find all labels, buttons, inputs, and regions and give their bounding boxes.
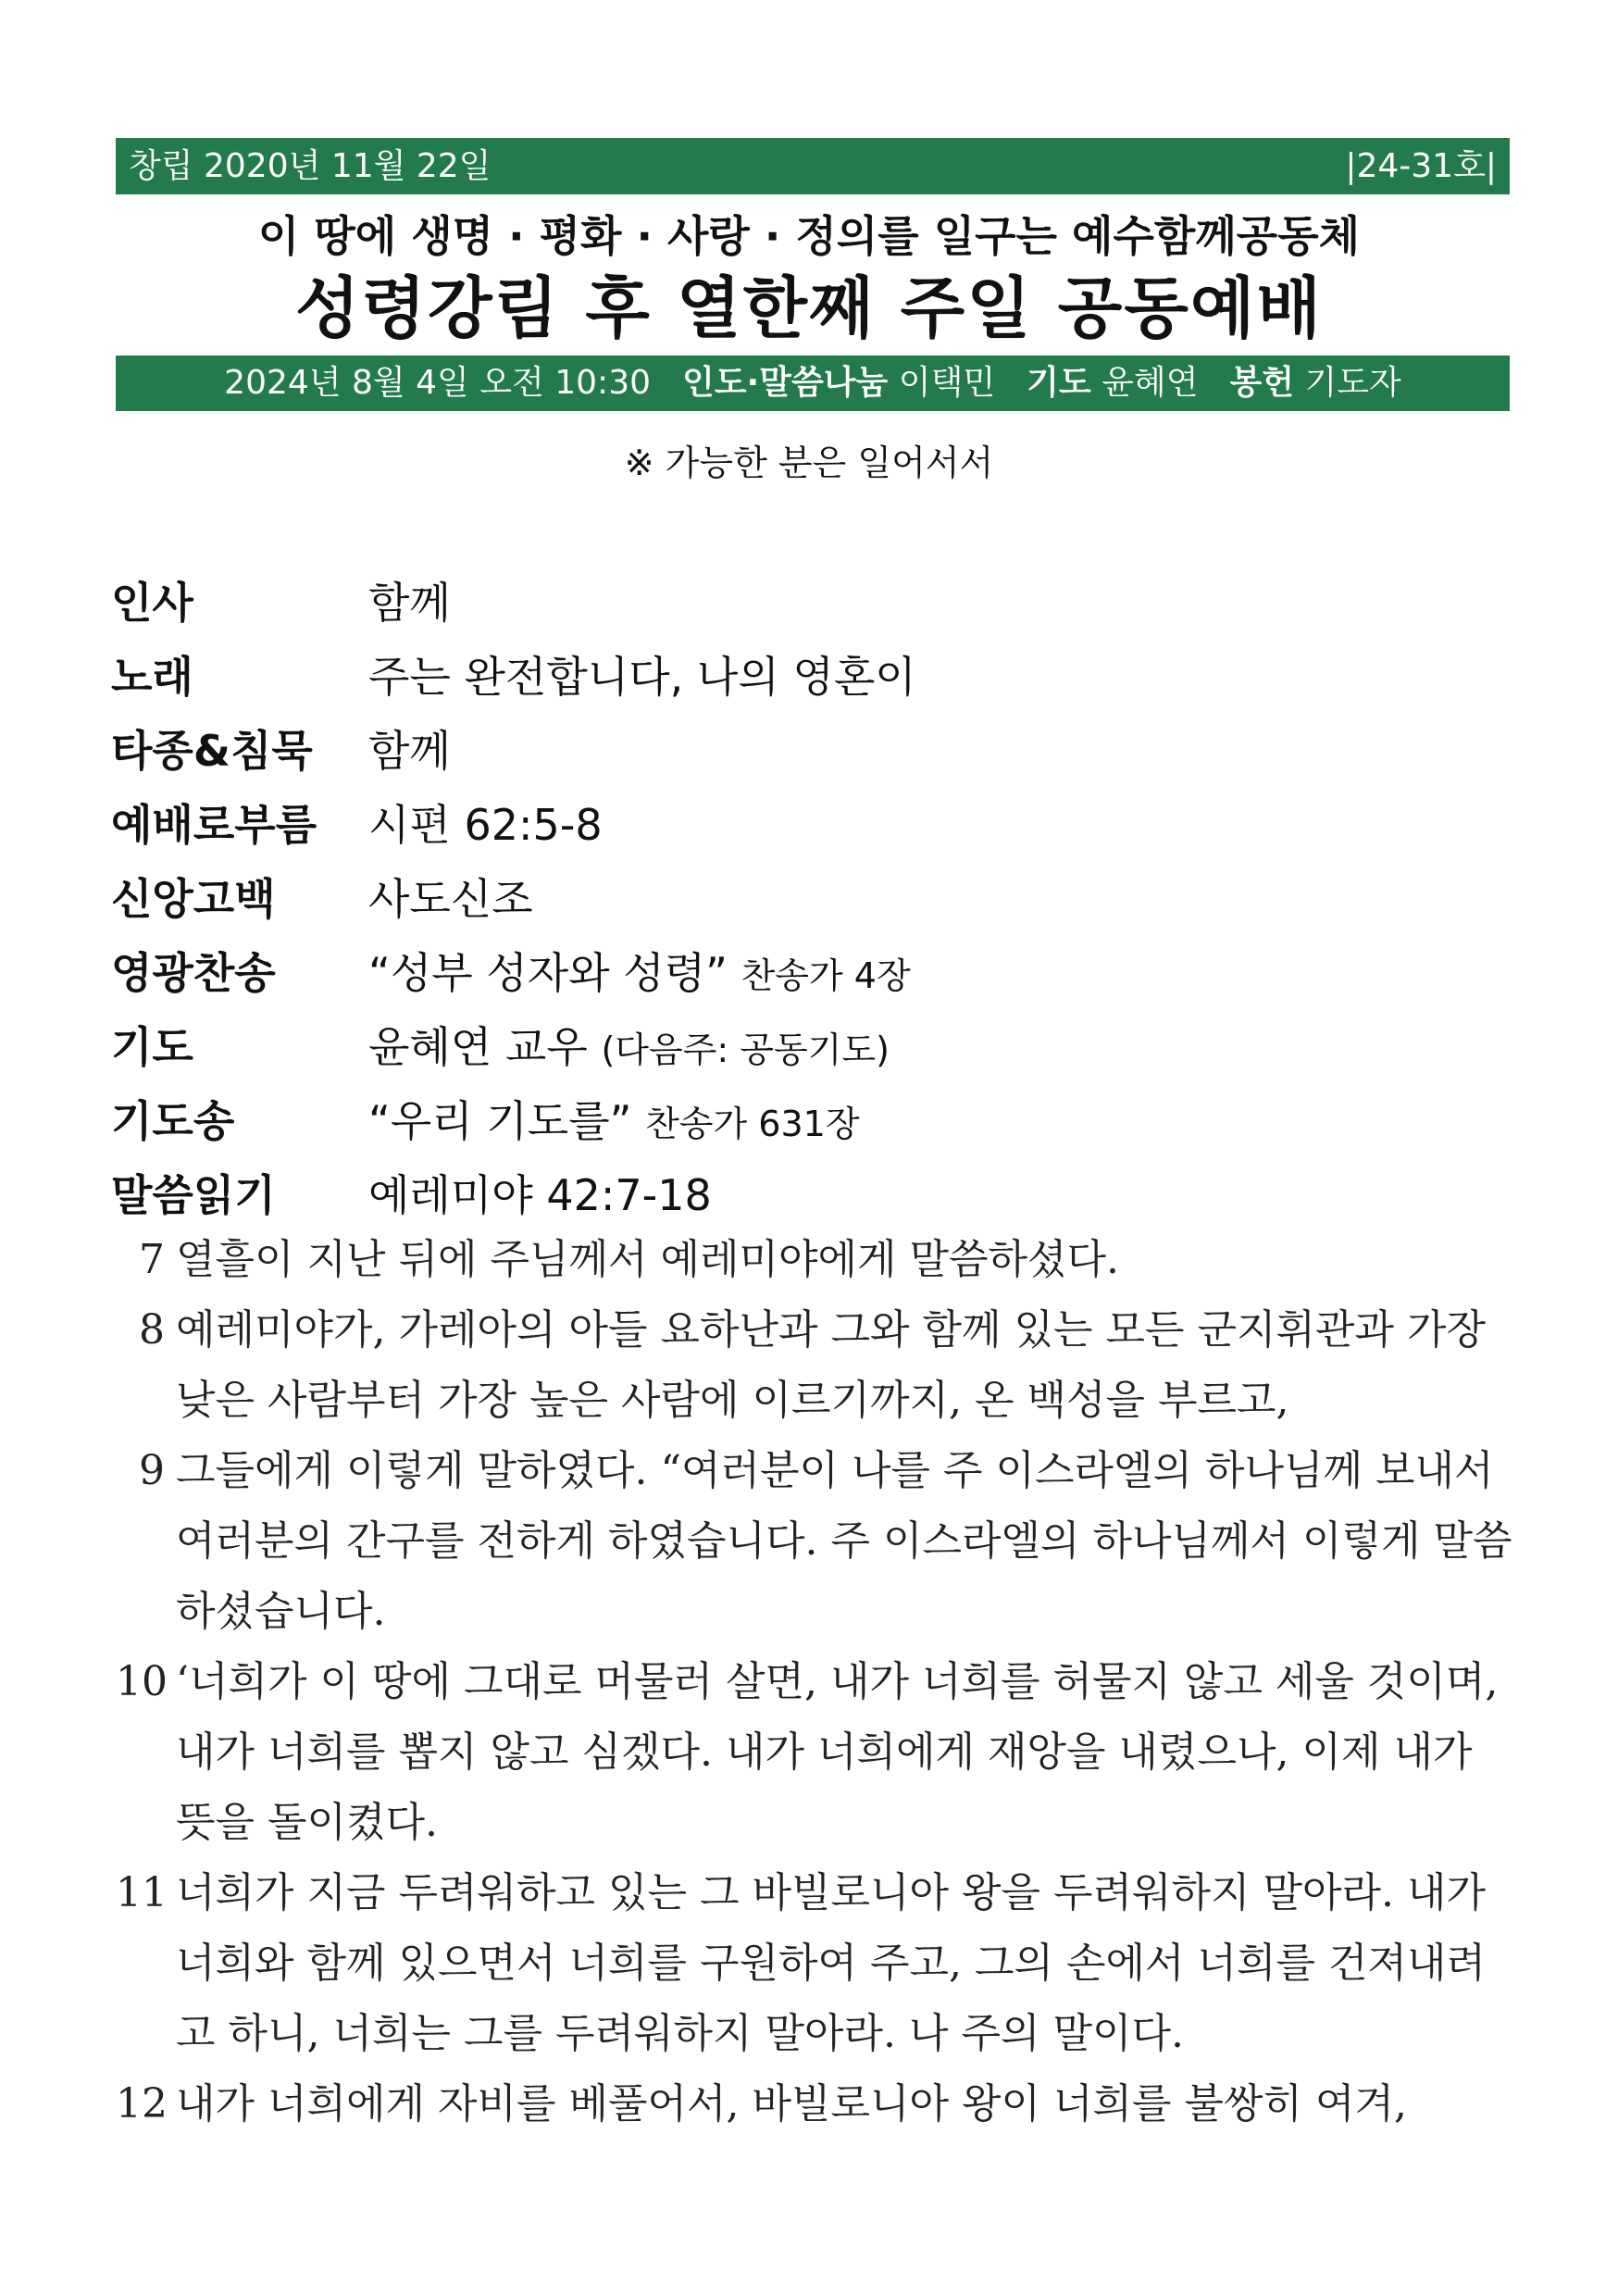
order-item <box>111 637 1500 711</box>
prayer-label: 기도 <box>1027 364 1091 402</box>
order-value: 예레미야 42:7-18 <box>368 1170 712 1220</box>
order-value <box>368 1014 890 1075</box>
next-week-note: (다음주: 공동기도) <box>601 1029 890 1070</box>
hymn-title: “성부 성자와 성령” <box>368 948 728 998</box>
order-item <box>111 933 1500 1007</box>
order-item <box>111 1081 1500 1155</box>
verse <box>116 1858 1523 2069</box>
issue-number: |24-31호| <box>1345 147 1497 185</box>
order-label: 인사 <box>111 578 193 628</box>
order-label: 노래 <box>111 652 193 702</box>
verse-number: 8 <box>139 1306 165 1354</box>
order-item <box>111 711 1500 785</box>
header-bar <box>116 138 1510 194</box>
order-label: 타종&침묵 <box>111 726 313 776</box>
order-label: 예배로부름 <box>111 800 317 850</box>
verse-number: 9 <box>139 1447 165 1494</box>
community-subtitle: 이 땅에 생명 · 평화 · 사랑 · 정의를 일구는 예수함께공동체 <box>257 211 1361 261</box>
founded-date: 창립 2020년 11월 22일 <box>129 147 492 185</box>
order-item <box>111 563 1500 637</box>
verse-number: 10 <box>116 1658 168 1705</box>
prayer-song-title: “우리 기도를” <box>368 1096 632 1146</box>
order-value: 주는 완전합니다, 나의 영혼이 <box>368 652 916 702</box>
order-of-worship <box>111 563 1500 1229</box>
hymn-number: 찬송가 4장 <box>741 955 911 996</box>
verse-text: 예레미야가, 가레아의 아들 요하난과 그와 함께 있는 모든 군지휘관과 가장 낮은 사람부터 가장 높은 사람에 이르기까지, 온 백성을 부르고, <box>176 1306 1486 1424</box>
order-value: 사도신조 <box>368 874 533 924</box>
order-value <box>368 1088 860 1149</box>
verse-text: 열흘이 지난 뒤에 주님께서 예레미야에게 말씀하셨다. <box>176 1236 1120 1283</box>
verse-text: ‘너희가 이 땅에 그대로 머물러 살면, 내가 너희를 허물지 않고 세울 것이며, 내가 너희를 뽑지 않고 심겠다. 내가 너희에게 재앙을 내렸으나, 이제 내가 뜻을 돌이켰다. <box>176 1658 1499 1846</box>
sermon-person: 이택민 <box>898 364 996 402</box>
page-title: 성령강림 후 열한째 주일 공동예배 <box>295 269 1323 347</box>
verse-number: 11 <box>116 1869 168 1916</box>
offering-person: 기도자 <box>1304 364 1401 402</box>
order-label: 신앙고백 <box>111 874 276 924</box>
verse <box>116 1647 1523 1858</box>
standing-note: ※ 가능한 분은 일어서서 <box>624 443 994 483</box>
order-value: 함께 <box>368 726 451 776</box>
order-label: 영광찬송 <box>111 948 276 998</box>
order-value: 함께 <box>368 578 451 628</box>
verse-number: 12 <box>116 2080 168 2128</box>
service-info-bar <box>116 356 1510 411</box>
order-item <box>111 859 1500 933</box>
verse <box>116 1436 1523 1647</box>
prayer-person: 윤혜연 <box>1101 364 1199 402</box>
order-label: 기도 <box>111 1022 193 1072</box>
offering-label: 봉헌 <box>1229 364 1295 402</box>
order-label: 말씀읽기 <box>111 1170 276 1220</box>
verse <box>116 1225 1523 1295</box>
order-value: 시편 62:5-8 <box>368 800 603 850</box>
order-item <box>111 785 1500 859</box>
order-value <box>368 940 911 1001</box>
order-item <box>111 1007 1500 1081</box>
sermon-label: 인도·말씀나눔 <box>682 364 889 402</box>
verse-text: 내가 너희에게 자비를 베풀어서, 바빌로니아 왕이 너희를 불쌍히 여겨, <box>176 2080 1407 2128</box>
order-label: 기도송 <box>111 1096 235 1146</box>
verse-text: 그들에게 이렇게 말하였다. “여러분이 나를 주 이스라엘의 하나님께 보내서 여러분의 간구를 전하게 하였습니다. 주 이스라엘의 하나님께서 이렇게 말씀하셨습니다. <box>176 1447 1512 1635</box>
verse <box>116 1295 1523 1436</box>
prayer-leader: 윤혜연 교우 <box>368 1022 588 1072</box>
verse-number: 7 <box>139 1236 165 1283</box>
service-datetime: 2024년 8월 4일 오전 10:30 <box>224 364 651 402</box>
verse <box>116 2069 1523 2140</box>
verse-text: 너희가 지금 두려워하고 있는 그 바빌로니아 왕을 두려워하지 말아라. 내가 너희와 함께 있으면서 너희를 구원하여 주고, 그의 손에서 너희를 건져내려고 하니, 너희는 그를 두려워하지 말아라. 나 주의 말이다. <box>176 1869 1486 2057</box>
scripture-reading <box>116 1225 1523 2140</box>
hymn-number: 찬송가 631장 <box>645 1104 860 1144</box>
order-item <box>111 1155 1500 1229</box>
